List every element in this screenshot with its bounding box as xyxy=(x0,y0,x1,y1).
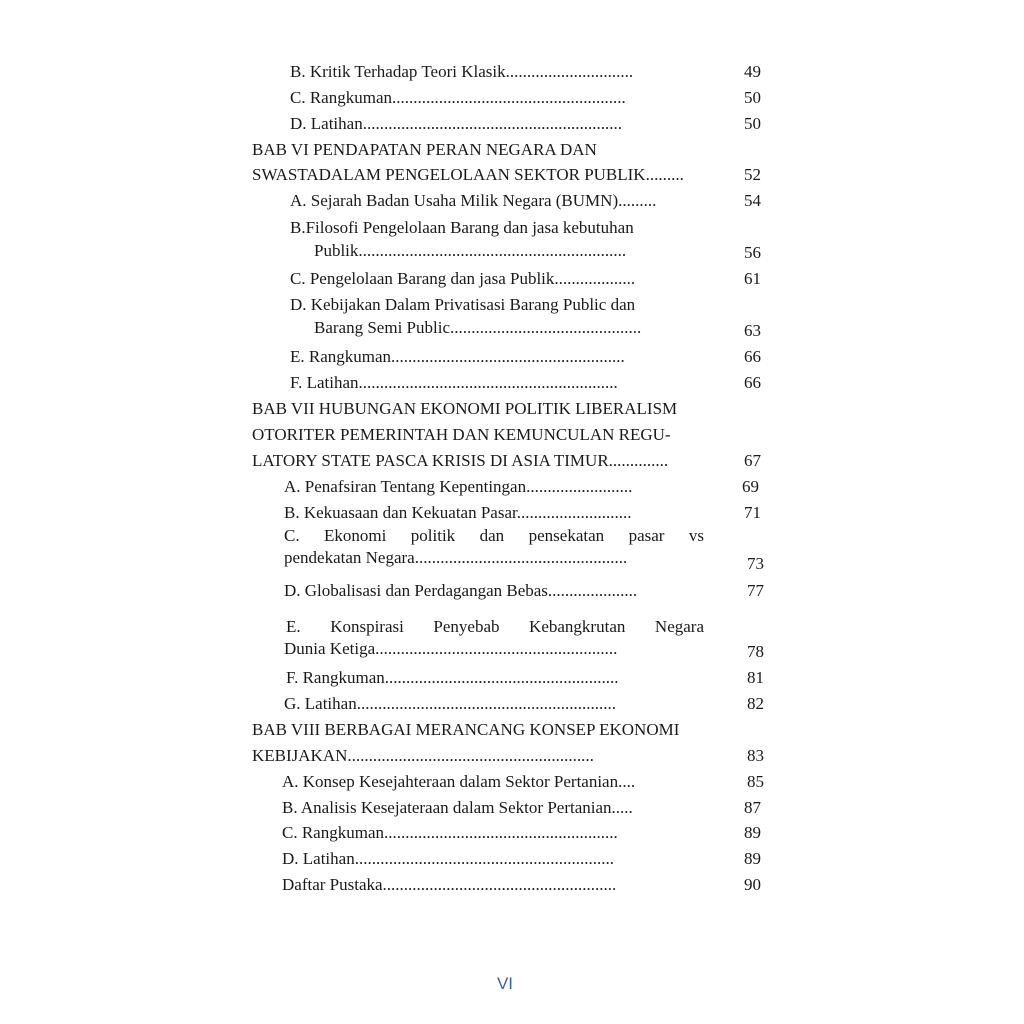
toc-entry-title: A. Sejarah Badan Usaha Milik Negara (BUMN)......... xyxy=(290,191,657,210)
toc-entry-title: D. Kebijakan Dalam Privatisasi Barang Public dan xyxy=(290,295,636,314)
toc-entry-title: Barang Semi Public............................................. xyxy=(314,318,642,337)
toc-entry xyxy=(284,580,704,602)
toc-page-number: 78 xyxy=(747,642,764,661)
toc-chapter-heading xyxy=(252,164,704,186)
toc-page-number: 82 xyxy=(747,694,764,713)
toc-entry xyxy=(282,797,704,819)
toc-page-number: 81 xyxy=(747,668,764,687)
toc-page-number: 49 xyxy=(744,62,761,81)
toc-entry-title: LATORY STATE PASCA KRISIS DI ASIA TIMUR.............. xyxy=(252,451,669,470)
toc-entry-title: B.Filosofi Pengelolaan Barang dan jasa kebutuhan xyxy=(290,218,634,237)
toc-entry xyxy=(290,372,704,394)
toc-entry-title: D. Latihan............................................................. xyxy=(290,114,622,133)
toc-entry-title: OTORITER PEMERINTAH DAN KEMUNCULAN REGU- xyxy=(252,425,671,444)
toc-entry xyxy=(290,346,704,368)
toc-chapter-heading xyxy=(252,398,704,420)
toc-entry xyxy=(282,874,704,896)
toc-page-number: 50 xyxy=(744,88,761,107)
toc-page-number: 67 xyxy=(744,451,761,470)
toc-page-number: 77 xyxy=(747,581,764,600)
toc-entry xyxy=(284,638,704,660)
toc-entry-title: BAB VI PENDAPATAN PERAN NEGARA DAN xyxy=(252,140,597,159)
toc-entry-title: SWASTADALAM PENGELOLAAN SEKTOR PUBLIK......... xyxy=(252,165,684,184)
toc-entry-title: Publik............................................................... xyxy=(314,241,627,260)
toc-entry xyxy=(290,87,704,109)
toc-page-number: 90 xyxy=(744,875,761,894)
toc-page-number: 85 xyxy=(747,772,764,791)
toc-page-number: 73 xyxy=(747,554,764,573)
toc-entry-title: KEBIJAKAN.......................................................... xyxy=(252,746,594,765)
toc-entry xyxy=(314,240,704,262)
toc-page-number: 61 xyxy=(744,269,761,288)
toc-entry xyxy=(290,268,704,290)
toc-entry xyxy=(282,848,704,870)
toc-entry-title: BAB VII HUBUNGAN EKONOMI POLITIK LIBERALISM xyxy=(252,399,678,418)
toc-page-number: 54 xyxy=(744,191,761,210)
toc-page-number: 56 xyxy=(744,243,761,262)
toc-page-number: 66 xyxy=(744,373,761,392)
toc-chapter-heading xyxy=(252,719,704,741)
toc-entry xyxy=(284,502,704,524)
toc-page-number: 52 xyxy=(744,165,761,184)
toc-entry xyxy=(284,476,704,498)
toc-entry xyxy=(282,822,704,844)
toc-entry xyxy=(284,525,704,547)
toc-chapter-heading xyxy=(252,424,704,446)
toc-entry-title: E. Rangkuman....................................................... xyxy=(290,347,625,366)
toc-entry xyxy=(290,217,704,239)
toc-entry-title: BAB VIII BERBAGAI MERANCANG KONSEP EKONOMI xyxy=(252,720,680,739)
toc-entry xyxy=(282,771,704,793)
toc-entry-title: C. Ekonomi politik dan pensekatan pasar vs xyxy=(284,526,704,545)
toc-entry xyxy=(286,616,704,638)
toc-page-number: 71 xyxy=(744,503,761,522)
toc-entry-title: D. Latihan............................................................. xyxy=(282,849,614,868)
toc-entry-title: C. Rangkuman....................................................... xyxy=(282,823,618,842)
toc-entry xyxy=(290,294,704,316)
toc-entry-title: B. Analisis Kesejateraan dalam Sektor Pertanian..... xyxy=(282,798,633,817)
toc-chapter-heading xyxy=(252,139,704,161)
toc-entry-title: D. Globalisasi dan Perdagangan Bebas..................... xyxy=(284,581,638,600)
toc-entry-title: C. Rangkuman....................................................... xyxy=(290,88,626,107)
toc-entry-title: E. Konspirasi Penyebab Kebangkrutan Negara xyxy=(286,617,704,636)
toc-entry-title: B. Kritik Terhadap Teori Klasik.............................. xyxy=(290,62,634,81)
toc-chapter-heading xyxy=(252,745,704,767)
toc-entry-title: F. Latihan............................................................. xyxy=(290,373,618,392)
toc-entry-title: F. Rangkuman....................................................... xyxy=(286,668,619,687)
toc-chapter-heading xyxy=(252,450,704,472)
toc-entry xyxy=(284,547,704,569)
toc-entry-title: C. Pengelolaan Barang dan jasa Publik................... xyxy=(290,269,636,288)
toc-entry-title: Dunia Ketiga......................................................... xyxy=(284,639,618,658)
toc-entry-title: G. Latihan............................................................. xyxy=(284,694,616,713)
page-number-footer: VI xyxy=(496,974,514,993)
toc-page-number: 69 xyxy=(742,477,759,496)
toc-entry xyxy=(314,317,704,339)
toc-page-number: 50 xyxy=(744,114,761,133)
toc-entry xyxy=(286,667,704,689)
toc-entry xyxy=(290,190,704,212)
toc-entry xyxy=(284,693,704,715)
toc-entry xyxy=(290,113,704,135)
toc-entry xyxy=(290,61,704,83)
toc-page-number: 83 xyxy=(747,746,764,765)
toc-page-number: 89 xyxy=(744,849,761,868)
toc-entry-title: pendekatan Negara.................................................. xyxy=(284,548,628,567)
toc-entry-title: Daftar Pustaka....................................................... xyxy=(282,875,617,894)
toc-entry-title: A. Konsep Kesejahteraan dalam Sektor Pertanian.... xyxy=(282,772,636,791)
toc-entry-title: A. Penafsiran Tentang Kepentingan......................... xyxy=(284,477,633,496)
toc-page-number: 89 xyxy=(744,823,761,842)
toc-entry-title: B. Kekuasaan dan Kekuatan Pasar........................... xyxy=(284,503,632,522)
toc-page-number: 87 xyxy=(744,798,761,817)
toc-page-number: 66 xyxy=(744,347,761,366)
toc-page-number: 63 xyxy=(744,321,761,340)
